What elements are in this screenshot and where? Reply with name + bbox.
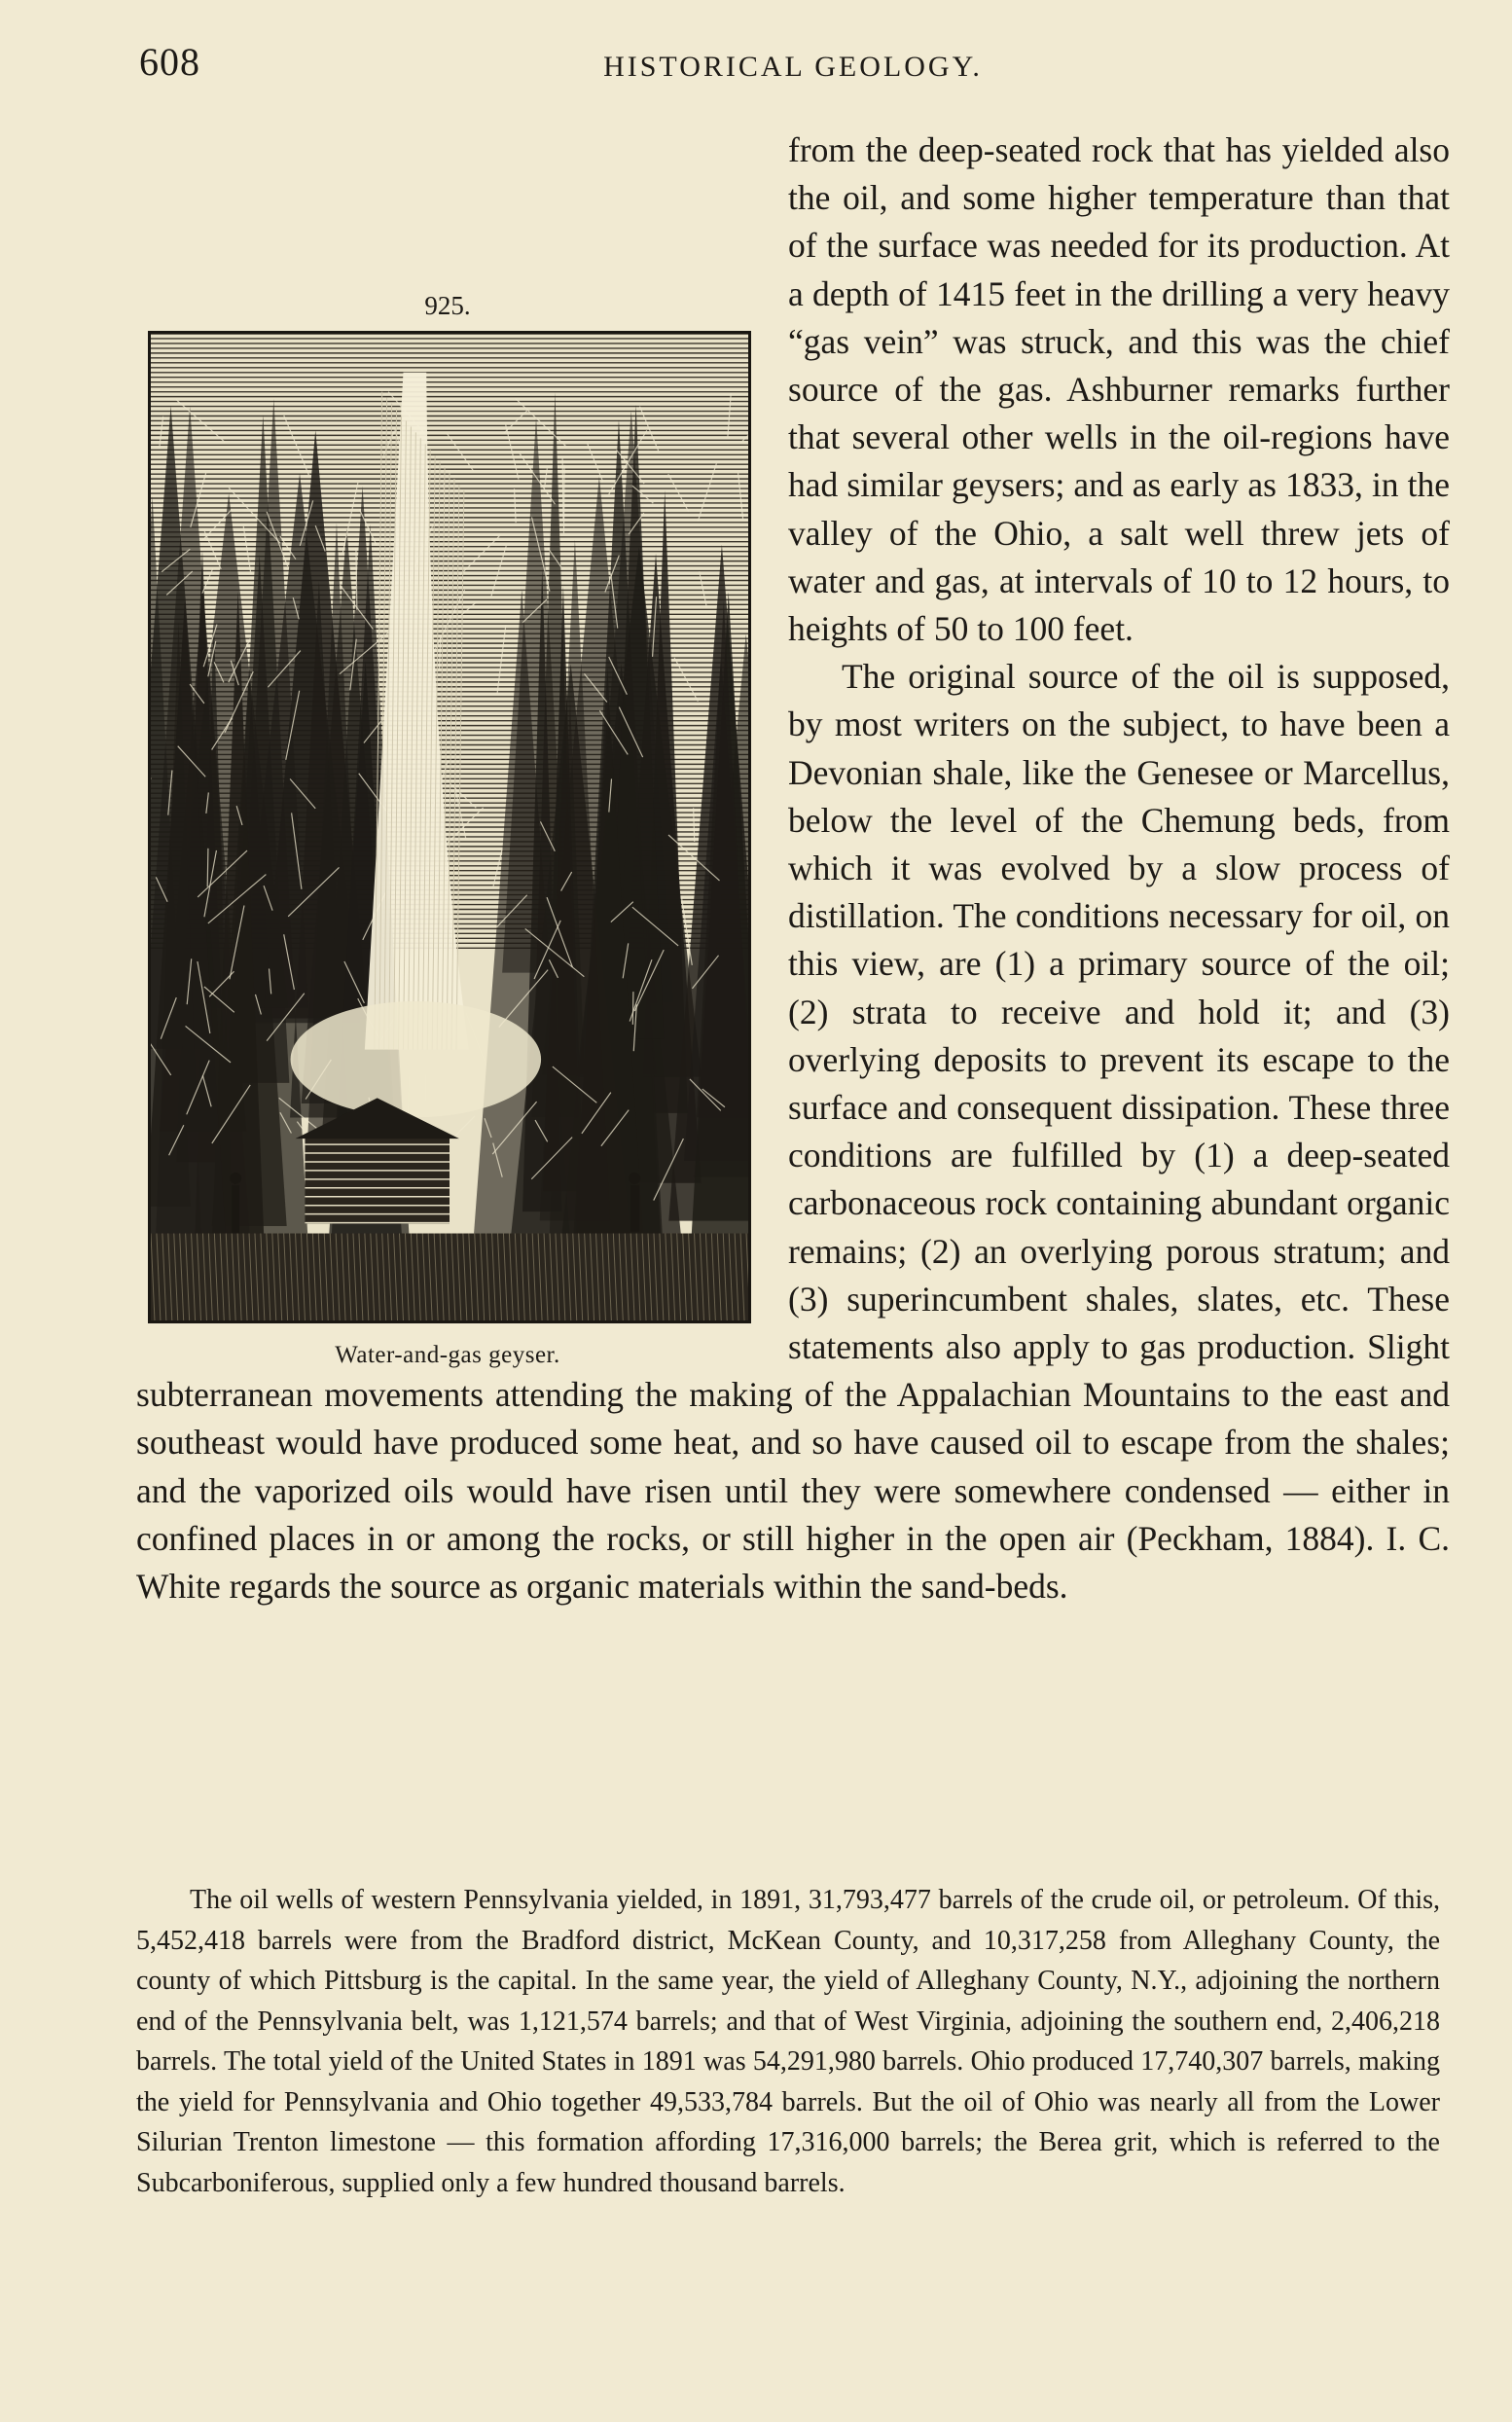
geyser-engraving-drawing	[151, 334, 748, 1320]
paragraph-continued: from the deep-seated rock that has yielded also the oil, and some higher temperature than that of the surface was needed for its production. At a depth of 1415 feet in the drilling a very heavy “gas vein” was struck, and this was the chief source of the gas. Ashburner remarks further that several other wells in the oil-regions have had similar geysers; and as early as 1833, in the valley of the Ohio, a salt well threw jets of water and gas, at intervals of 10 to 12 hours, to heights of 50 to 100 feet.	[788, 130, 1450, 649]
figure-number: 925.	[424, 291, 471, 320]
page-header	[136, 39, 1450, 97]
footnote-oil-statistics: The oil wells of western Pennsylvania yielded, in 1891, 31,793,477 barrels of the crude oil, or petroleum. Of this, 5,452,418 barrels were from the Bradford district, McKean County, and 10,317,258 from Alleghany County, the county of which Pittsburg is the capital. In the same year, the yield of Alleghany County, N.Y., adjoining the northern end of the Pennsylvania belt, was 1,121,574 barrels; and that of West Virginia, adjoining the southern end, 2,406,218 barrels. The total yield of the United States in 1891 was 54,291,980 barrels. Ohio produced 17,740,307 barrels, making the yield for Pennsylvania and Ohio together 49,533,784 barrels. But the oil of Ohio was nearly all from the Lower Silurian Trenton limestone — this formation affording 17,316,000 barrels; the Berea grit, which is referred to the Subcarboniferous, supplied only a few hundred thousand barrels.	[136, 1885, 1440, 2198]
geyser-engraving-image	[148, 331, 751, 1323]
figure-caption: Water-and-gas geyser.	[335, 1342, 560, 1368]
paragraph-oil-origin: The original source of the oil is supposed, by most writers on the subject, to have been a Devonian shale, like the Genesee or Marcellus, below the level of the Chemung beds, from which it was evolved by a slow process of distillation. The conditions necessary for oil, on this view, are (1) a primary source of the oil; (2) strata to receive and hold it; and (3) overlying deposits to prevent its escape to the surface and consequent dissipation. These three conditions are fulfilled by (1) a deep-seated carbonaceous rock containing abundant organic remains; (2) an overlying porous stratum; and (3) superincumbent shales, slates, etc. These statements also apply to gas production. Slight subterranean movements attending the making of the Appalachian Mountains to the east and southeast would have produced some heat, and so have caused oil to escape from the shales; and the vaporized oils would have risen until they were somewhere condensed — either in confined places in or among the rocks, or still higher in the open air (Peckham, 1884). I. C. White regards the source as organic materials within the sand-beds.	[136, 657, 1450, 1607]
page-number: 608	[139, 40, 200, 84]
main-text	[136, 127, 1450, 1610]
figure-925	[136, 127, 759, 1368]
running-head: HISTORICAL GEOLOGY.	[603, 51, 983, 83]
